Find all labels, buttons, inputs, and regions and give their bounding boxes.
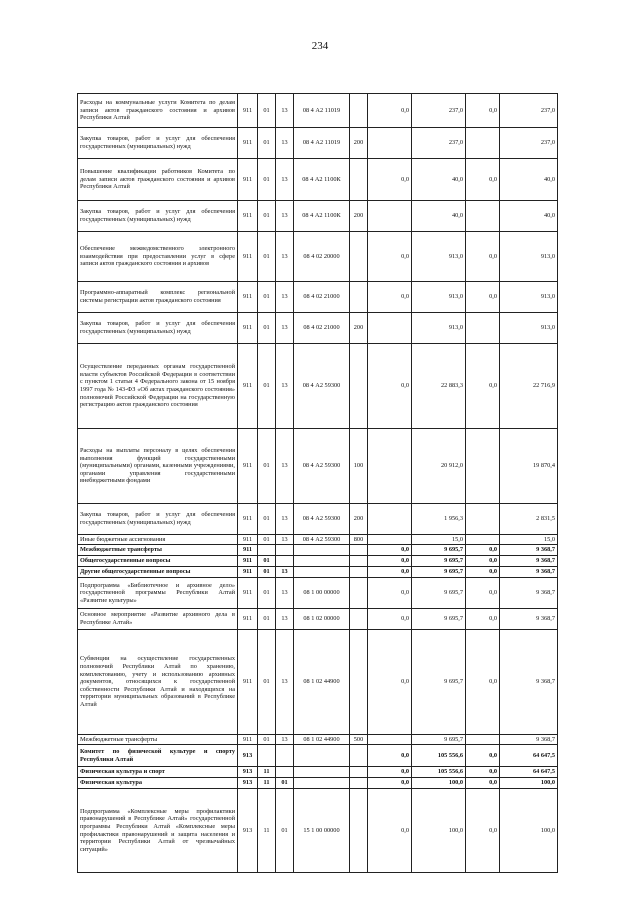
cell-section: 01: [258, 94, 276, 128]
cell-name: Межбюджетные трансферты: [78, 735, 238, 745]
table-row: [78, 282, 558, 313]
cell-name: Закупка товаров, работ и услуг для обеспечения государственных (муниципальных) нужд: [78, 201, 238, 232]
table-row: [78, 159, 558, 201]
cell-expense-type: [350, 94, 368, 128]
table-row: [78, 201, 558, 232]
cell-subsection: 13: [276, 609, 294, 630]
cell-subsection: 13: [276, 567, 294, 578]
cell-section: 01: [258, 201, 276, 232]
cell-amount-4: 2 831,5: [500, 504, 558, 535]
table-row: [78, 232, 558, 282]
cell-amount-4: 913,0: [500, 282, 558, 313]
cell-amount-2: 9 695,7: [412, 545, 466, 556]
cell-amount-1: 0,0: [368, 545, 412, 556]
cell-subsection: 13: [276, 313, 294, 344]
cell-amount-4: 9 368,7: [500, 578, 558, 609]
cell-name: Физическая культура: [78, 778, 238, 789]
cell-grbs: 911: [238, 556, 258, 567]
cell-target-article: [294, 745, 350, 767]
cell-section: 01: [258, 128, 276, 159]
cell-amount-1: 0,0: [368, 630, 412, 735]
cell-subsection: 13: [276, 159, 294, 201]
cell-expense-type: [350, 567, 368, 578]
cell-target-article: 08 4 02 20000: [294, 232, 350, 282]
cell-amount-3: 0,0: [466, 789, 500, 873]
cell-name: Основное мероприятие «Развитие архивного дела в Республике Алтай»: [78, 609, 238, 630]
cell-name: Программно-аппаратный комплекс региональной системы регистрации актов гражданского состояния: [78, 282, 238, 313]
cell-name: Субвенции на осуществление государственных полномочий Республики Алтай по хранению, комплектованию, учету и использованию архивных документов, относящихся к государственной собственности Республики Алтай и находящихся на территории муниципальных образований в Республике Алтай: [78, 630, 238, 735]
cell-amount-1: 0,0: [368, 282, 412, 313]
cell-grbs: 913: [238, 789, 258, 873]
cell-target-article: 08 4 А2 11019: [294, 128, 350, 159]
cell-amount-3: 0,0: [466, 556, 500, 567]
cell-section: 01: [258, 535, 276, 545]
cell-amount-2: 9 695,7: [412, 578, 466, 609]
cell-amount-4: 237,0: [500, 94, 558, 128]
cell-grbs: 911: [238, 313, 258, 344]
table-row: [78, 128, 558, 159]
cell-target-article: 08 4 02 21000: [294, 313, 350, 344]
cell-amount-3: [466, 535, 500, 545]
cell-target-article: 15 1 00 00000: [294, 789, 350, 873]
cell-amount-4: 9 368,7: [500, 630, 558, 735]
table-row: [78, 609, 558, 630]
cell-amount-3: [466, 429, 500, 504]
cell-amount-2: 237,0: [412, 94, 466, 128]
cell-amount-2: 22 883,3: [412, 344, 466, 429]
table-row: [78, 344, 558, 429]
cell-name: Повышение квалификации работников Комитета по делам записи актов гражданского состояния и архивов Республики Алтай: [78, 159, 238, 201]
cell-target-article: [294, 556, 350, 567]
cell-expense-type: 200: [350, 504, 368, 535]
cell-amount-3: 0,0: [466, 94, 500, 128]
table-row: [78, 745, 558, 767]
cell-amount-2: 913,0: [412, 313, 466, 344]
cell-amount-3: 0,0: [466, 578, 500, 609]
cell-section: 01: [258, 429, 276, 504]
cell-amount-3: [466, 735, 500, 745]
cell-subsection: 13: [276, 429, 294, 504]
cell-amount-4: 100,0: [500, 778, 558, 789]
cell-name: Комитет по физической культуре и спорту Республики Алтай: [78, 745, 238, 767]
cell-amount-2: 105 556,6: [412, 767, 466, 778]
cell-expense-type: [350, 282, 368, 313]
cell-amount-1: 0,0: [368, 578, 412, 609]
cell-amount-1: [368, 128, 412, 159]
budget-table: [77, 93, 558, 873]
cell-subsection: 13: [276, 282, 294, 313]
cell-section: 01: [258, 735, 276, 745]
table-row: [78, 313, 558, 344]
cell-amount-3: 0,0: [466, 630, 500, 735]
cell-amount-3: [466, 313, 500, 344]
table-row: [78, 778, 558, 789]
cell-target-article: 08 4 А2 59300: [294, 504, 350, 535]
cell-name: Общегосударственные вопросы: [78, 556, 238, 567]
table-row: [78, 630, 558, 735]
cell-target-article: 08 4 А2 59300: [294, 344, 350, 429]
table-row: [78, 504, 558, 535]
cell-amount-2: 9 695,7: [412, 556, 466, 567]
cell-section: 11: [258, 767, 276, 778]
cell-subsection: 13: [276, 344, 294, 429]
cell-name: Межбюджетные трансферты: [78, 545, 238, 556]
cell-subsection: 01: [276, 789, 294, 873]
cell-target-article: 08 1 02 44900: [294, 735, 350, 745]
cell-grbs: 911: [238, 232, 258, 282]
cell-amount-4: 9 368,7: [500, 545, 558, 556]
cell-expense-type: 200: [350, 313, 368, 344]
cell-grbs: 911: [238, 159, 258, 201]
cell-section: 01: [258, 232, 276, 282]
cell-amount-3: 0,0: [466, 545, 500, 556]
cell-expense-type: [350, 344, 368, 429]
cell-amount-4: 100,0: [500, 789, 558, 873]
cell-amount-2: 913,0: [412, 232, 466, 282]
cell-name: Закупка товаров, работ и услуг для обеспечения государственных (муниципальных) нужд: [78, 504, 238, 535]
cell-amount-2: 100,0: [412, 778, 466, 789]
table-row: [78, 767, 558, 778]
cell-amount-1: 0,0: [368, 767, 412, 778]
cell-amount-4: 9 368,7: [500, 735, 558, 745]
cell-grbs: 913: [238, 745, 258, 767]
cell-grbs: 911: [238, 609, 258, 630]
cell-subsection: [276, 767, 294, 778]
cell-subsection: 13: [276, 201, 294, 232]
cell-grbs: 911: [238, 344, 258, 429]
cell-amount-4: 22 716,9: [500, 344, 558, 429]
cell-name: Физическая культура и спорт: [78, 767, 238, 778]
cell-amount-2: 9 695,7: [412, 567, 466, 578]
cell-amount-2: 105 556,6: [412, 745, 466, 767]
cell-target-article: 08 4 А2 1100К: [294, 159, 350, 201]
cell-target-article: [294, 778, 350, 789]
cell-amount-4: 237,0: [500, 128, 558, 159]
cell-target-article: 08 4 А2 1100К: [294, 201, 350, 232]
cell-expense-type: [350, 767, 368, 778]
cell-subsection: 13: [276, 128, 294, 159]
cell-amount-1: [368, 429, 412, 504]
cell-expense-type: [350, 159, 368, 201]
cell-amount-3: 0,0: [466, 778, 500, 789]
cell-grbs: 911: [238, 567, 258, 578]
cell-amount-2: 913,0: [412, 282, 466, 313]
cell-amount-4: 9 368,7: [500, 556, 558, 567]
cell-subsection: 13: [276, 535, 294, 545]
cell-amount-2: 40,0: [412, 201, 466, 232]
cell-amount-1: 0,0: [368, 745, 412, 767]
cell-section: 01: [258, 504, 276, 535]
cell-subsection: 13: [276, 630, 294, 735]
cell-name: Подпрограмма «Комплексные меры профилактики правонарушений в Республике Алтай» государственной программы Республики Алтай «Комплексные меры профилактики правонарушений и защита населения и территории Республики Алтай от чрезвычайных ситуаций»: [78, 789, 238, 873]
cell-expense-type: [350, 578, 368, 609]
cell-amount-1: [368, 313, 412, 344]
cell-amount-3: 0,0: [466, 344, 500, 429]
cell-section: [258, 545, 276, 556]
cell-amount-4: 64 647,5: [500, 745, 558, 767]
cell-grbs: 911: [238, 94, 258, 128]
table-row: [78, 429, 558, 504]
cell-grbs: 911: [238, 128, 258, 159]
cell-amount-2: 1 956,3: [412, 504, 466, 535]
cell-amount-1: 0,0: [368, 159, 412, 201]
cell-grbs: 911: [238, 429, 258, 504]
table-row: [78, 567, 558, 578]
cell-target-article: [294, 567, 350, 578]
cell-subsection: 13: [276, 232, 294, 282]
cell-expense-type: 800: [350, 535, 368, 545]
cell-section: 01: [258, 159, 276, 201]
cell-name: Иные бюджетные ассигнования: [78, 535, 238, 545]
cell-subsection: [276, 745, 294, 767]
cell-amount-1: 0,0: [368, 789, 412, 873]
cell-target-article: 08 4 А2 59300: [294, 535, 350, 545]
table-row: [78, 535, 558, 545]
cell-amount-3: [466, 128, 500, 159]
cell-amount-4: 40,0: [500, 201, 558, 232]
cell-name: Подпрограмма «Библиотечное и архивное дело» государственной программы Республики Алтай «Развитие культуры»: [78, 578, 238, 609]
table-body: [78, 94, 558, 873]
cell-section: 01: [258, 578, 276, 609]
cell-amount-1: [368, 735, 412, 745]
cell-subsection: [276, 556, 294, 567]
cell-expense-type: [350, 789, 368, 873]
cell-amount-4: 913,0: [500, 232, 558, 282]
cell-amount-1: 0,0: [368, 556, 412, 567]
cell-grbs: 911: [238, 535, 258, 545]
cell-amount-2: 9 695,7: [412, 609, 466, 630]
cell-section: 01: [258, 630, 276, 735]
cell-amount-3: 0,0: [466, 159, 500, 201]
cell-section: [258, 745, 276, 767]
cell-expense-type: 100: [350, 429, 368, 504]
cell-expense-type: [350, 778, 368, 789]
cell-subsection: 13: [276, 94, 294, 128]
cell-amount-4: 64 647,5: [500, 767, 558, 778]
cell-section: 01: [258, 567, 276, 578]
cell-target-article: 08 4 02 21000: [294, 282, 350, 313]
cell-grbs: 911: [238, 201, 258, 232]
cell-amount-3: [466, 504, 500, 535]
cell-grbs: 913: [238, 767, 258, 778]
table-row: [78, 556, 558, 567]
cell-expense-type: [350, 232, 368, 282]
cell-amount-1: [368, 535, 412, 545]
cell-expense-type: [350, 630, 368, 735]
cell-amount-2: 237,0: [412, 128, 466, 159]
table-row: [78, 735, 558, 745]
cell-subsection: 01: [276, 778, 294, 789]
cell-name: Расходы на выплаты персоналу в целях обеспечения выполнения функций государственными (муниципальными) органами, казенными учреждениями, органами управления государственными внебюджетными фондами: [78, 429, 238, 504]
cell-grbs: 913: [238, 778, 258, 789]
cell-name: Осуществление переданных органам государственной власти субъектов Российской Федерации в соответствии с пунктом 1 статьи 4 Федерального закона от 15 ноября 1997 года № 143-ФЗ «Об актах гражданского состояния» полномочий Российской Федерации на государственную регистрацию актов гражданского состояния: [78, 344, 238, 429]
cell-target-article: 08 1 00 00000: [294, 578, 350, 609]
page-number: 234: [311, 40, 329, 52]
cell-amount-2: 9 695,7: [412, 630, 466, 735]
cell-amount-4: 913,0: [500, 313, 558, 344]
cell-expense-type: [350, 545, 368, 556]
cell-amount-1: 0,0: [368, 344, 412, 429]
cell-name: Закупка товаров, работ и услуг для обеспечения государственных (муниципальных) нужд: [78, 313, 238, 344]
cell-expense-type: [350, 609, 368, 630]
cell-amount-4: 40,0: [500, 159, 558, 201]
cell-expense-type: 200: [350, 128, 368, 159]
cell-amount-4: 9 368,7: [500, 567, 558, 578]
cell-amount-3: 0,0: [466, 567, 500, 578]
cell-amount-1: 0,0: [368, 609, 412, 630]
cell-section: 01: [258, 344, 276, 429]
cell-subsection: 13: [276, 504, 294, 535]
cell-subsection: 13: [276, 735, 294, 745]
cell-target-article: [294, 545, 350, 556]
cell-section: 01: [258, 556, 276, 567]
cell-amount-3: 0,0: [466, 609, 500, 630]
cell-subsection: [276, 545, 294, 556]
cell-amount-1: 0,0: [368, 232, 412, 282]
cell-target-article: 08 1 02 44900: [294, 630, 350, 735]
cell-amount-2: 40,0: [412, 159, 466, 201]
cell-amount-2: 100,0: [412, 789, 466, 873]
table-row: [78, 578, 558, 609]
cell-amount-3: 0,0: [466, 232, 500, 282]
cell-amount-3: 0,0: [466, 282, 500, 313]
cell-expense-type: [350, 745, 368, 767]
cell-amount-3: 0,0: [466, 745, 500, 767]
cell-expense-type: 500: [350, 735, 368, 745]
cell-amount-3: [466, 201, 500, 232]
cell-section: 01: [258, 282, 276, 313]
cell-target-article: 08 4 А2 59300: [294, 429, 350, 504]
cell-amount-1: 0,0: [368, 778, 412, 789]
table-row: [78, 94, 558, 128]
cell-target-article: 08 4 А2 11019: [294, 94, 350, 128]
table-row: [78, 545, 558, 556]
cell-amount-1: 0,0: [368, 94, 412, 128]
cell-grbs: 911: [238, 282, 258, 313]
cell-name: Другие общегосударственные вопросы: [78, 567, 238, 578]
cell-name: Закупка товаров, работ и услуг для обеспечения государственных (муниципальных) нужд: [78, 128, 238, 159]
cell-amount-2: 15,0: [412, 535, 466, 545]
cell-amount-1: 0,0: [368, 567, 412, 578]
table-row: [78, 789, 558, 873]
cell-amount-3: 0,0: [466, 767, 500, 778]
cell-amount-1: [368, 201, 412, 232]
cell-amount-4: 15,0: [500, 535, 558, 545]
cell-grbs: 911: [238, 578, 258, 609]
cell-grbs: 911: [238, 735, 258, 745]
cell-name: Обеспечение межведомственного электронного взаимодействия при предоставлении услуг в сфере записи актов гражданского состояния и архивов: [78, 232, 238, 282]
cell-grbs: 911: [238, 630, 258, 735]
cell-amount-1: [368, 504, 412, 535]
cell-grbs: 911: [238, 545, 258, 556]
cell-section: 01: [258, 609, 276, 630]
cell-expense-type: [350, 556, 368, 567]
cell-section: 11: [258, 778, 276, 789]
cell-section: 01: [258, 313, 276, 344]
cell-amount-4: 19 870,4: [500, 429, 558, 504]
cell-name: Расходы на коммунальные услуги Комитета по делам записи актов гражданского состояния и архивов Республики Алтай: [78, 94, 238, 128]
cell-target-article: [294, 767, 350, 778]
cell-grbs: 911: [238, 504, 258, 535]
cell-amount-2: 9 695,7: [412, 735, 466, 745]
cell-subsection: 13: [276, 578, 294, 609]
cell-amount-4: 9 368,7: [500, 609, 558, 630]
cell-expense-type: 200: [350, 201, 368, 232]
cell-target-article: 08 1 02 00000: [294, 609, 350, 630]
cell-section: 11: [258, 789, 276, 873]
cell-amount-2: 20 912,0: [412, 429, 466, 504]
